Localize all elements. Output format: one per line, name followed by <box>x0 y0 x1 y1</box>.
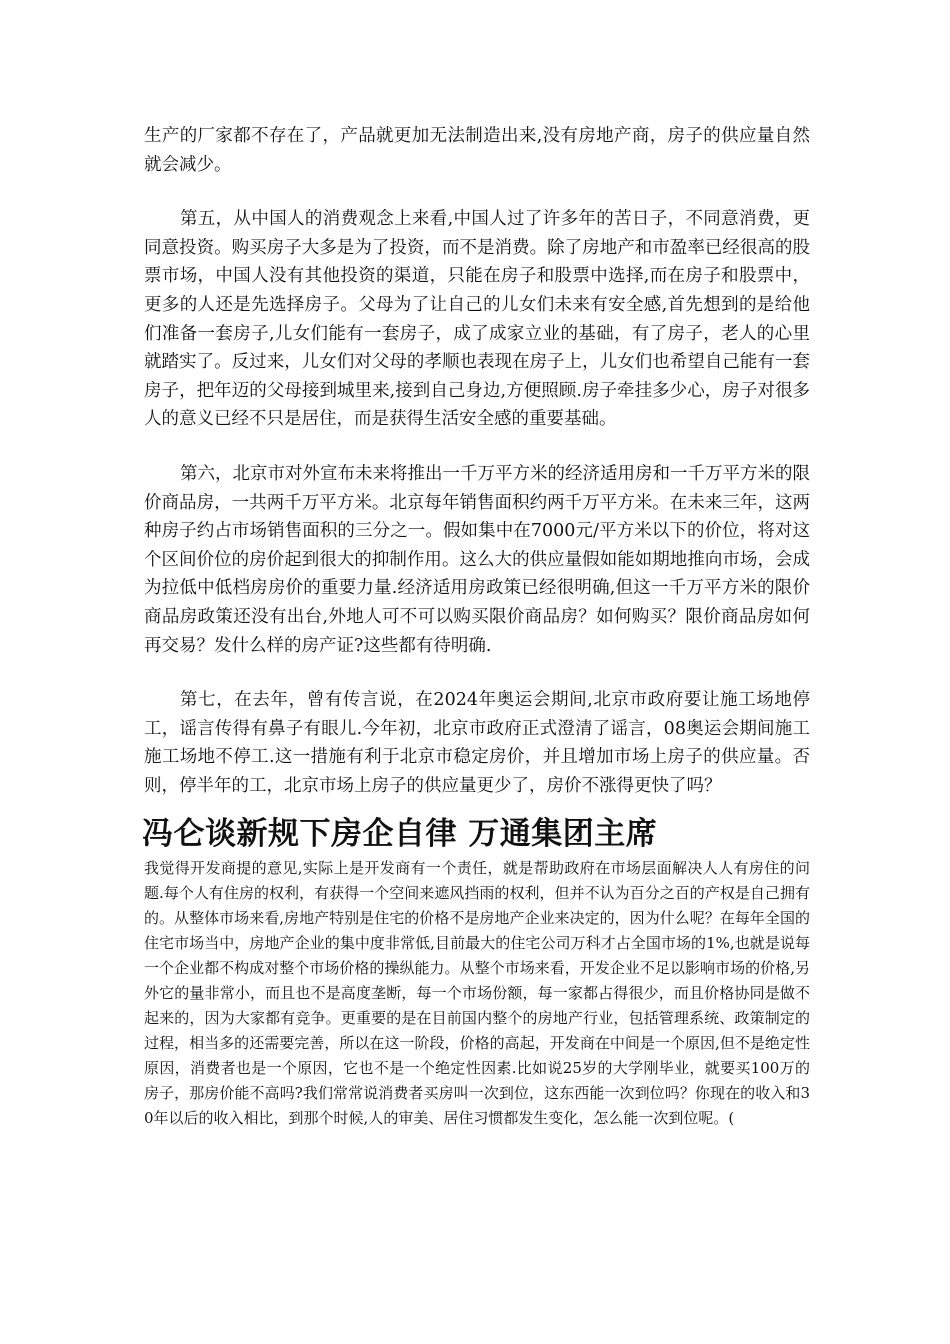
paragraph-continuation: 生产的厂家都不存在了，产品就更加无法制造出来,没有房地产商，房子的供应量自然就会减少。 <box>144 126 810 175</box>
paragraph-point-five: 第五，从中国人的消费观念上来看,中国人过了许多年的苦日子，不同意消费，更同意投资。购买房子大多是为了投资，而不是消费。除了房地产和市盈率已经很高的股票市场，中国人没有其他投资的渠道，只能在房子和股票中选择,而在房子和股票中，更多的人还是先选择房子。父母为了让自己的儿女们未来有安全感,首先想到的是给他们准备一套房子,儿女们能有一套房子，成了成家立业的基础，有了房子，老人的心里就踏实了。反过来，儿女们对父母的孝顺也表现在房子上，儿女们也希望自己能有一套房子，把年迈的父母接到城里来,接到自己身边,方便照顾.房子牵挂多少心，房子对很多人的意义已经不只是居住，而是获得生活安全感的重要基础。 <box>144 209 810 430</box>
document-page <box>144 122 810 1131</box>
paragraph-point-seven: 第七，在去年，曾有传言说，在2024年奥运会期间,北京市政府要让施工场地停工，谣言传得有鼻子有眼儿.今年初，北京市政府正式澄清了谣言，08奥运会期间施工施工场地不停工.这一措施有利于北京市稳定房价，并且增加市场上房子的供应量。否则，停半年的工，北京市场上房子的供应量更少了，房价不涨得更快了吗？ <box>144 690 810 796</box>
article-title: 冯仑谈新规下房企自律 万通集团主席 <box>142 816 658 853</box>
article-body: 我觉得开发商提的意见,实际上是开发商有一个责任，就是帮助政府在市场层面解决人人有房住的问题.每个人有住房的权利，有获得一个空间来遮风挡雨的权利，但并不认为百分之百的产权是自己拥有的。从整体市场来看,房地产特别是住宅的价格不是房地产企业来决定的，因为什么呢？在每年全国的住宅市场当中，房地产企业的集中度非常低,目前最大的住宅公司万科才占全国市场的1%,也就是说每一个企业都不构成对整个市场价格的操纵能力。从整个市场来看，开发企业不足以影响市场的价格,另外它的量非常小，而且也不是高度垄断，每一个市场份额，每一家都占得很少，而且价格协同是做不起来的，因为大家都有竞争。更重要的是在目前国内整个的房地产行业，包括管理系统、政策制定的过程，相当多的还需要完善，所以在这一阶段，价格的高起，开发商在中间是一个原因,但不是绝定性原因，消费者也是一个原因，它也不是一个绝定性因素.比如说25岁的大学刚毕业，就要买100万的房子，那房价能不高吗?我们常常说消费者买房叫一次到位，这东西能一次到位吗？你现在的收入和30年以后的收入相比，到那个时候,人的审美、居住习惯都发生变化，怎么能一次到位呢。( <box>144 859 810 1128</box>
paragraph-point-six: 第六，北京市对外宣布未来将推出一千万平方米的经济适用房和一千万平方米的限价商品房，一共两千万平方米。北京每年销售面积约两千万平方米。在未来三年，这两种房子约占市场销售面积的三分之一。假如集中在7000元/平方米以下的价位，将对这个区间价位的房价起到很大的抑制作用。这么大的供应量假如能如期地推向市场，会成为拉低中低档房房价的重要力量.经济适用房政策已经很明确,但这一千万平方米的限价商品房政策还没有出台,外地人可不可以购买限价商品房？如何购买？限价商品房如何再交易？发什么样的房产证?这些都有待明确. <box>144 463 810 656</box>
